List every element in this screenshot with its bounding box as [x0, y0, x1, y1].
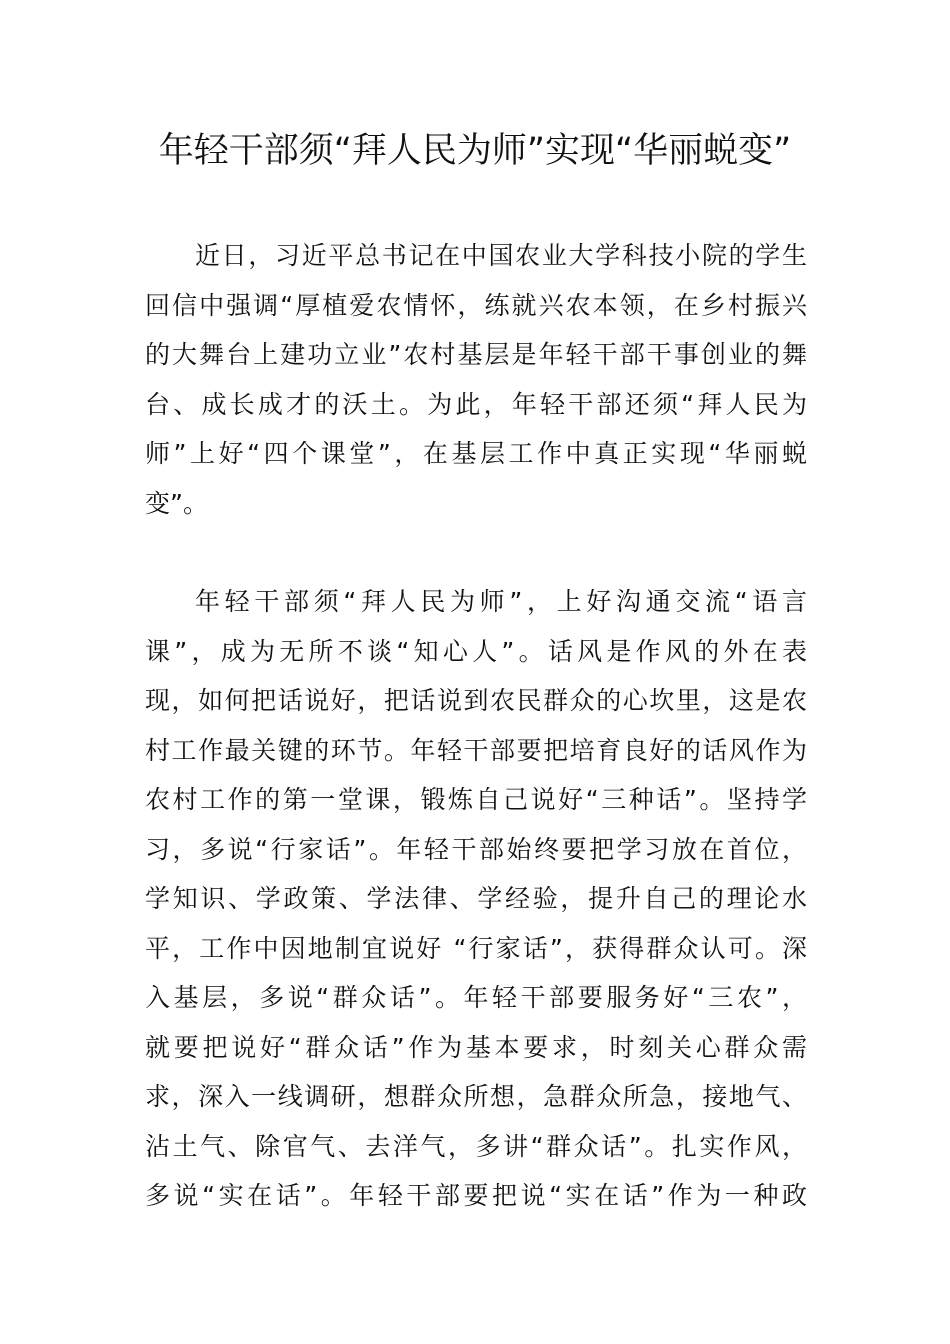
paragraph-line: 台、成长成才的沃土。为此，年轻干部还须“拜人民为 [145, 389, 807, 419]
document-title: 年轻干部须“拜人民为师”实现“华丽蜕变” [158, 131, 792, 171]
paragraph-line: 多说“实在话”。年轻干部要把说“实在话”作为一种政 [145, 1181, 807, 1210]
paragraph-line: 求，深入一线调研，想群众所想，急群众所急，接地气、 [145, 1082, 807, 1111]
paragraph-line: 沾土气、除官气、去洋气，多讲“群众话”。扎实作风， [145, 1131, 807, 1161]
paragraph-line: 回信中强调“厚植爱农情怀，练就兴农本领，在乡村振兴 [145, 290, 807, 320]
paragraph-line: 就要把说好“群众话”作为基本要求，时刻关心群众需 [145, 1032, 807, 1062]
paragraph-line: 变”。 [145, 488, 208, 518]
paragraph-line: 习，多说“行家话”。年轻干部始终要把学习放在首位， [145, 834, 807, 864]
paragraph-line: 近日，习近平总书记在中国农业大学科技小院的学生 [195, 241, 807, 270]
paragraph-line: 课”，成为无所不谈“知心人”。话风是作风的外在表 [145, 636, 807, 666]
paragraph-line: 年轻干部须“拜人民为师”，上好沟通交流“语言 [195, 587, 807, 616]
paragraph-line: 入基层，多说“群众话”。年轻干部要服务好“三农”， [145, 983, 807, 1012]
paragraph-line: 的大舞台上建功立业”农村基层是年轻干部干事创业的舞 [145, 340, 807, 369]
paragraph-1 [145, 231, 807, 528]
paragraph-2 [145, 577, 807, 1221]
paragraph-line: 现，如何把话说好，把话说到农民群众的心坎里，这是农 [145, 686, 807, 715]
paragraph-line: 村工作最关键的环节。年轻干部要把培育良好的话风作为 [145, 735, 807, 765]
paragraph-line: 平，工作中因地制宜说好 “行家话”，获得群众认可。深 [145, 933, 807, 963]
paragraph-line: 农村工作的第一堂课，锻炼自己说好“三种话”。坚持学 [145, 785, 807, 814]
paragraph-line: 师”上好“四个课堂”，在基层工作中真正实现“华丽蜕 [145, 439, 807, 468]
paragraph-line: 学知识、学政策、学法律、学经验，提升自己的理论水 [145, 884, 807, 913]
